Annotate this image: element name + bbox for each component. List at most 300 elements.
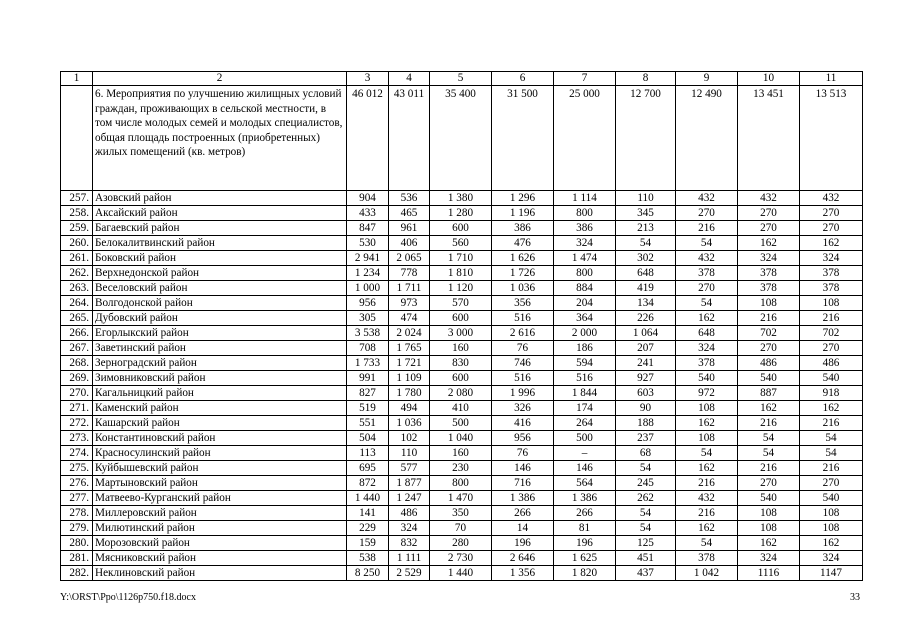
value-cell: 494 bbox=[389, 401, 430, 416]
value-cell: 216 bbox=[676, 506, 738, 521]
value-cell: 716 bbox=[492, 476, 554, 491]
district-name: Морозовский район bbox=[93, 536, 347, 551]
value-cell: 918 bbox=[800, 386, 863, 401]
value-cell: 270 bbox=[676, 281, 738, 296]
value-cell: 324 bbox=[389, 521, 430, 536]
value-cell: 1 877 bbox=[389, 476, 430, 491]
value-cell: 2 529 bbox=[389, 566, 430, 581]
value-cell: 1 440 bbox=[430, 566, 492, 581]
value-cell: 1 036 bbox=[492, 281, 554, 296]
value-cell: 847 bbox=[347, 221, 389, 236]
value-cell: 216 bbox=[738, 416, 800, 431]
value-cell: 54 bbox=[676, 446, 738, 461]
data-table bbox=[60, 71, 863, 581]
value-cell: 350 bbox=[430, 506, 492, 521]
table-row bbox=[61, 236, 863, 251]
column-number-cell: 8 bbox=[616, 72, 676, 86]
row-number: 281. bbox=[61, 551, 93, 566]
value-cell: 108 bbox=[800, 521, 863, 536]
table-row bbox=[61, 371, 863, 386]
row-number: 271. bbox=[61, 401, 93, 416]
value-cell: 305 bbox=[347, 311, 389, 326]
column-number-cell: 3 bbox=[347, 72, 389, 86]
value-cell: 1 042 bbox=[676, 566, 738, 581]
value-cell: 162 bbox=[676, 311, 738, 326]
value-cell: 504 bbox=[347, 431, 389, 446]
value-cell: 432 bbox=[676, 251, 738, 266]
value-cell: 465 bbox=[389, 206, 430, 221]
table-row bbox=[61, 296, 863, 311]
value-cell: 213 bbox=[616, 221, 676, 236]
value-cell: 54 bbox=[676, 536, 738, 551]
value-cell: 216 bbox=[800, 311, 863, 326]
table-row bbox=[61, 536, 863, 551]
value-cell: 108 bbox=[676, 401, 738, 416]
value-cell: 476 bbox=[492, 236, 554, 251]
district-name: Кашарский район bbox=[93, 416, 347, 431]
value-cell: 2 941 bbox=[347, 251, 389, 266]
value-cell: 186 bbox=[554, 341, 616, 356]
row-number: 266. bbox=[61, 326, 93, 341]
district-name: Волгодонской район bbox=[93, 296, 347, 311]
column-number-cell: 5 bbox=[430, 72, 492, 86]
table-row bbox=[61, 221, 863, 236]
value-cell: 1 780 bbox=[389, 386, 430, 401]
value-cell: 270 bbox=[738, 221, 800, 236]
district-name: Мясниковский район bbox=[93, 551, 347, 566]
value-cell: 2 000 bbox=[554, 326, 616, 341]
value-cell: 961 bbox=[389, 221, 430, 236]
value-cell: 519 bbox=[347, 401, 389, 416]
row-number: 277. bbox=[61, 491, 93, 506]
value-cell: 410 bbox=[430, 401, 492, 416]
table-row bbox=[61, 386, 863, 401]
value-cell: 516 bbox=[492, 311, 554, 326]
value-cell: 1 820 bbox=[554, 566, 616, 581]
district-name: Куйбышевский район bbox=[93, 461, 347, 476]
value-cell: 216 bbox=[676, 476, 738, 491]
value-cell: 1 111 bbox=[389, 551, 430, 566]
section-value-cell: 12 490 bbox=[676, 86, 738, 191]
value-cell: 432 bbox=[738, 191, 800, 206]
value-cell: 14 bbox=[492, 521, 554, 536]
value-cell: 603 bbox=[616, 386, 676, 401]
section-value-cell: 12 700 bbox=[616, 86, 676, 191]
value-cell: 1 109 bbox=[389, 371, 430, 386]
value-cell: 162 bbox=[676, 416, 738, 431]
value-cell: 188 bbox=[616, 416, 676, 431]
value-cell: 830 bbox=[430, 356, 492, 371]
value-cell: 356 bbox=[492, 296, 554, 311]
value-cell: 54 bbox=[616, 236, 676, 251]
value-cell: 324 bbox=[738, 551, 800, 566]
value-cell: 270 bbox=[738, 341, 800, 356]
value-cell: 570 bbox=[430, 296, 492, 311]
district-name: Красносулинский район bbox=[93, 446, 347, 461]
value-cell: 540 bbox=[738, 491, 800, 506]
row-number: 267. bbox=[61, 341, 93, 356]
table-row bbox=[61, 491, 863, 506]
value-cell: 540 bbox=[676, 371, 738, 386]
value-cell: 1 000 bbox=[347, 281, 389, 296]
value-cell: 1 036 bbox=[389, 416, 430, 431]
column-number-cell: 1 bbox=[61, 72, 93, 86]
value-cell: 81 bbox=[554, 521, 616, 536]
section-value-cell: 31 500 bbox=[492, 86, 554, 191]
value-cell: 324 bbox=[554, 236, 616, 251]
value-cell: 972 bbox=[676, 386, 738, 401]
value-cell: 600 bbox=[430, 311, 492, 326]
value-cell: 486 bbox=[800, 356, 863, 371]
value-cell: 3 538 bbox=[347, 326, 389, 341]
value-cell: 832 bbox=[389, 536, 430, 551]
value-cell: 174 bbox=[554, 401, 616, 416]
value-cell: 433 bbox=[347, 206, 389, 221]
value-cell: 1 844 bbox=[554, 386, 616, 401]
value-cell: 1 711 bbox=[389, 281, 430, 296]
table-row bbox=[61, 461, 863, 476]
value-cell: 827 bbox=[347, 386, 389, 401]
row-number: 264. bbox=[61, 296, 93, 311]
value-cell: 378 bbox=[676, 551, 738, 566]
value-cell: 386 bbox=[554, 221, 616, 236]
value-cell: 778 bbox=[389, 266, 430, 281]
column-number-cell: 7 bbox=[554, 72, 616, 86]
value-cell: 162 bbox=[800, 536, 863, 551]
value-cell: 134 bbox=[616, 296, 676, 311]
value-cell: 160 bbox=[430, 446, 492, 461]
value-cell: 162 bbox=[676, 521, 738, 536]
row-number: 274. bbox=[61, 446, 93, 461]
section-value-cell: 25 000 bbox=[554, 86, 616, 191]
row-number: 270. bbox=[61, 386, 93, 401]
value-cell: 270 bbox=[800, 221, 863, 236]
value-cell: 230 bbox=[430, 461, 492, 476]
value-cell: 500 bbox=[430, 416, 492, 431]
value-cell: 216 bbox=[800, 416, 863, 431]
value-cell: 1 440 bbox=[347, 491, 389, 506]
value-cell: 378 bbox=[800, 281, 863, 296]
value-cell: 500 bbox=[554, 431, 616, 446]
value-cell: 2 080 bbox=[430, 386, 492, 401]
district-name: Егорлыкский район bbox=[93, 326, 347, 341]
value-cell: 432 bbox=[676, 191, 738, 206]
value-cell: 76 bbox=[492, 341, 554, 356]
value-cell: 1 356 bbox=[492, 566, 554, 581]
value-cell: 108 bbox=[800, 296, 863, 311]
value-cell: 196 bbox=[492, 536, 554, 551]
district-name: Веселовский район bbox=[93, 281, 347, 296]
value-cell: 162 bbox=[676, 461, 738, 476]
value-cell: 364 bbox=[554, 311, 616, 326]
row-number: 263. bbox=[61, 281, 93, 296]
value-cell: 451 bbox=[616, 551, 676, 566]
value-cell: 1 114 bbox=[554, 191, 616, 206]
value-cell: 406 bbox=[389, 236, 430, 251]
section-value-cell: 35 400 bbox=[430, 86, 492, 191]
column-number-cell: 10 bbox=[738, 72, 800, 86]
value-cell: 54 bbox=[616, 521, 676, 536]
table-row bbox=[61, 401, 863, 416]
section-value-cell: 43 011 bbox=[389, 86, 430, 191]
value-cell: 516 bbox=[554, 371, 616, 386]
value-cell: 162 bbox=[738, 236, 800, 251]
value-cell: 54 bbox=[800, 431, 863, 446]
value-cell: 229 bbox=[347, 521, 389, 536]
value-cell: 108 bbox=[738, 506, 800, 521]
value-cell: 159 bbox=[347, 536, 389, 551]
value-cell: 991 bbox=[347, 371, 389, 386]
value-cell: 1 810 bbox=[430, 266, 492, 281]
value-cell: 1 280 bbox=[430, 206, 492, 221]
value-cell: 204 bbox=[554, 296, 616, 311]
value-cell: 110 bbox=[389, 446, 430, 461]
value-cell: 270 bbox=[800, 341, 863, 356]
value-cell: 110 bbox=[616, 191, 676, 206]
district-name: Дубовский район bbox=[93, 311, 347, 326]
value-cell: 3 000 bbox=[430, 326, 492, 341]
district-name: Белокалитвинский район bbox=[93, 236, 347, 251]
table-row bbox=[61, 266, 863, 281]
value-cell: 302 bbox=[616, 251, 676, 266]
page-number: 33 bbox=[850, 592, 860, 603]
value-cell: 54 bbox=[738, 431, 800, 446]
row-number: 273. bbox=[61, 431, 93, 446]
value-cell: 419 bbox=[616, 281, 676, 296]
value-cell: 702 bbox=[800, 326, 863, 341]
value-cell: 54 bbox=[676, 236, 738, 251]
value-cell: 560 bbox=[430, 236, 492, 251]
row-number: 260. bbox=[61, 236, 93, 251]
district-name: Миллеровский район bbox=[93, 506, 347, 521]
district-name: Боковский район bbox=[93, 251, 347, 266]
section-value-cell: 13 513 bbox=[800, 86, 863, 191]
value-cell: 146 bbox=[554, 461, 616, 476]
value-cell: 8 250 bbox=[347, 566, 389, 581]
district-name: Заветинский район bbox=[93, 341, 347, 356]
column-number-cell: 4 bbox=[389, 72, 430, 86]
value-cell: 1 064 bbox=[616, 326, 676, 341]
value-cell: 904 bbox=[347, 191, 389, 206]
value-cell: 108 bbox=[738, 296, 800, 311]
value-cell: 207 bbox=[616, 341, 676, 356]
district-name: Зимовниковский район bbox=[93, 371, 347, 386]
value-cell: 1 247 bbox=[389, 491, 430, 506]
row-number: 282. bbox=[61, 566, 93, 581]
section-header-row bbox=[61, 86, 863, 191]
value-cell: 162 bbox=[738, 401, 800, 416]
row-number: 262. bbox=[61, 266, 93, 281]
value-cell: 1 380 bbox=[430, 191, 492, 206]
row-number: 275. bbox=[61, 461, 93, 476]
value-cell: 956 bbox=[347, 296, 389, 311]
value-cell: 108 bbox=[676, 431, 738, 446]
value-cell: 108 bbox=[738, 521, 800, 536]
value-cell: 270 bbox=[738, 476, 800, 491]
value-cell: 437 bbox=[616, 566, 676, 581]
table-row bbox=[61, 431, 863, 446]
value-cell: 486 bbox=[389, 506, 430, 521]
value-cell: 2 065 bbox=[389, 251, 430, 266]
value-cell: 262 bbox=[616, 491, 676, 506]
value-cell: 702 bbox=[738, 326, 800, 341]
table-row bbox=[61, 251, 863, 266]
table-row bbox=[61, 206, 863, 221]
value-cell: 1 710 bbox=[430, 251, 492, 266]
value-cell: 270 bbox=[738, 206, 800, 221]
value-cell: 1147 bbox=[800, 566, 863, 581]
value-cell: 378 bbox=[738, 266, 800, 281]
table-row bbox=[61, 191, 863, 206]
value-cell: 416 bbox=[492, 416, 554, 431]
district-name: Верхнедонской район bbox=[93, 266, 347, 281]
value-cell: 1 726 bbox=[492, 266, 554, 281]
value-cell: 577 bbox=[389, 461, 430, 476]
value-cell: 2 616 bbox=[492, 326, 554, 341]
value-cell: 887 bbox=[738, 386, 800, 401]
row-number: 261. bbox=[61, 251, 93, 266]
value-cell: 530 bbox=[347, 236, 389, 251]
district-name: Неклиновский район bbox=[93, 566, 347, 581]
value-cell: 927 bbox=[616, 371, 676, 386]
value-cell: 70 bbox=[430, 521, 492, 536]
section-value-cell: 13 451 bbox=[738, 86, 800, 191]
district-name: Матвеево-Курганский район bbox=[93, 491, 347, 506]
value-cell: 245 bbox=[616, 476, 676, 491]
value-cell: 270 bbox=[800, 206, 863, 221]
value-cell: 800 bbox=[554, 206, 616, 221]
value-cell: 54 bbox=[616, 506, 676, 521]
value-cell: 2 024 bbox=[389, 326, 430, 341]
value-cell: 324 bbox=[738, 251, 800, 266]
table-row bbox=[61, 326, 863, 341]
value-cell: 378 bbox=[800, 266, 863, 281]
value-cell: 266 bbox=[492, 506, 554, 521]
value-cell: 1 386 bbox=[554, 491, 616, 506]
value-cell: 226 bbox=[616, 311, 676, 326]
value-cell: 241 bbox=[616, 356, 676, 371]
value-cell: – bbox=[554, 446, 616, 461]
row-number: 258. bbox=[61, 206, 93, 221]
value-cell: 264 bbox=[554, 416, 616, 431]
value-cell: 162 bbox=[800, 401, 863, 416]
row-number: 280. bbox=[61, 536, 93, 551]
value-cell: 2 646 bbox=[492, 551, 554, 566]
value-cell: 54 bbox=[800, 446, 863, 461]
column-number-row bbox=[61, 72, 863, 86]
value-cell: 216 bbox=[738, 311, 800, 326]
value-cell: 600 bbox=[430, 371, 492, 386]
value-cell: 378 bbox=[676, 266, 738, 281]
row-number: 269. bbox=[61, 371, 93, 386]
value-cell: 1 721 bbox=[389, 356, 430, 371]
value-cell: 538 bbox=[347, 551, 389, 566]
value-cell: 1 733 bbox=[347, 356, 389, 371]
table-row bbox=[61, 551, 863, 566]
value-cell: 536 bbox=[389, 191, 430, 206]
district-name: Аксайский район bbox=[93, 206, 347, 221]
value-cell: 872 bbox=[347, 476, 389, 491]
table-row bbox=[61, 446, 863, 461]
value-cell: 973 bbox=[389, 296, 430, 311]
value-cell: 378 bbox=[738, 281, 800, 296]
column-number-cell: 2 bbox=[93, 72, 347, 86]
value-cell: 113 bbox=[347, 446, 389, 461]
value-cell: 486 bbox=[738, 356, 800, 371]
table-row bbox=[61, 356, 863, 371]
district-name: Зерноградский район bbox=[93, 356, 347, 371]
district-name: Мартыновский район bbox=[93, 476, 347, 491]
value-cell: 1 625 bbox=[554, 551, 616, 566]
table-row bbox=[61, 476, 863, 491]
value-cell: 324 bbox=[800, 551, 863, 566]
value-cell: 270 bbox=[676, 206, 738, 221]
value-cell: 1 996 bbox=[492, 386, 554, 401]
table-row bbox=[61, 416, 863, 431]
column-number-cell: 11 bbox=[800, 72, 863, 86]
row-number: 268. bbox=[61, 356, 93, 371]
district-name: Каменский район bbox=[93, 401, 347, 416]
value-cell: 1 470 bbox=[430, 491, 492, 506]
value-cell: 746 bbox=[492, 356, 554, 371]
value-cell: 1 196 bbox=[492, 206, 554, 221]
row-number: 259. bbox=[61, 221, 93, 236]
value-cell: 216 bbox=[800, 461, 863, 476]
table-row bbox=[61, 311, 863, 326]
row-number: 276. bbox=[61, 476, 93, 491]
value-cell: 1 296 bbox=[492, 191, 554, 206]
value-cell: 141 bbox=[347, 506, 389, 521]
value-cell: 1 386 bbox=[492, 491, 554, 506]
value-cell: 648 bbox=[616, 266, 676, 281]
row-number: 257. bbox=[61, 191, 93, 206]
value-cell: 551 bbox=[347, 416, 389, 431]
row-number: 279. bbox=[61, 521, 93, 536]
value-cell: 516 bbox=[492, 371, 554, 386]
value-cell: 216 bbox=[676, 221, 738, 236]
value-cell: 1 040 bbox=[430, 431, 492, 446]
row-number: 265. bbox=[61, 311, 93, 326]
table-row bbox=[61, 341, 863, 356]
value-cell: 1 474 bbox=[554, 251, 616, 266]
value-cell: 956 bbox=[492, 431, 554, 446]
value-cell: 68 bbox=[616, 446, 676, 461]
district-name: Константиновский район bbox=[93, 431, 347, 446]
value-cell: 266 bbox=[554, 506, 616, 521]
value-cell: 76 bbox=[492, 446, 554, 461]
district-name: Багаевский район bbox=[93, 221, 347, 236]
value-cell: 237 bbox=[616, 431, 676, 446]
column-number-cell: 6 bbox=[492, 72, 554, 86]
value-cell: 54 bbox=[738, 446, 800, 461]
value-cell: 1 120 bbox=[430, 281, 492, 296]
value-cell: 326 bbox=[492, 401, 554, 416]
value-cell: 432 bbox=[800, 191, 863, 206]
row-number: 272. bbox=[61, 416, 93, 431]
column-number-cell: 9 bbox=[676, 72, 738, 86]
value-cell: 54 bbox=[616, 461, 676, 476]
value-cell: 386 bbox=[492, 221, 554, 236]
value-cell: 1 626 bbox=[492, 251, 554, 266]
table-row bbox=[61, 566, 863, 581]
value-cell: 162 bbox=[800, 236, 863, 251]
value-cell: 102 bbox=[389, 431, 430, 446]
section-number-cell bbox=[61, 86, 93, 191]
table-row bbox=[61, 281, 863, 296]
district-name: Азовский район bbox=[93, 191, 347, 206]
value-cell: 800 bbox=[430, 476, 492, 491]
value-cell: 125 bbox=[616, 536, 676, 551]
